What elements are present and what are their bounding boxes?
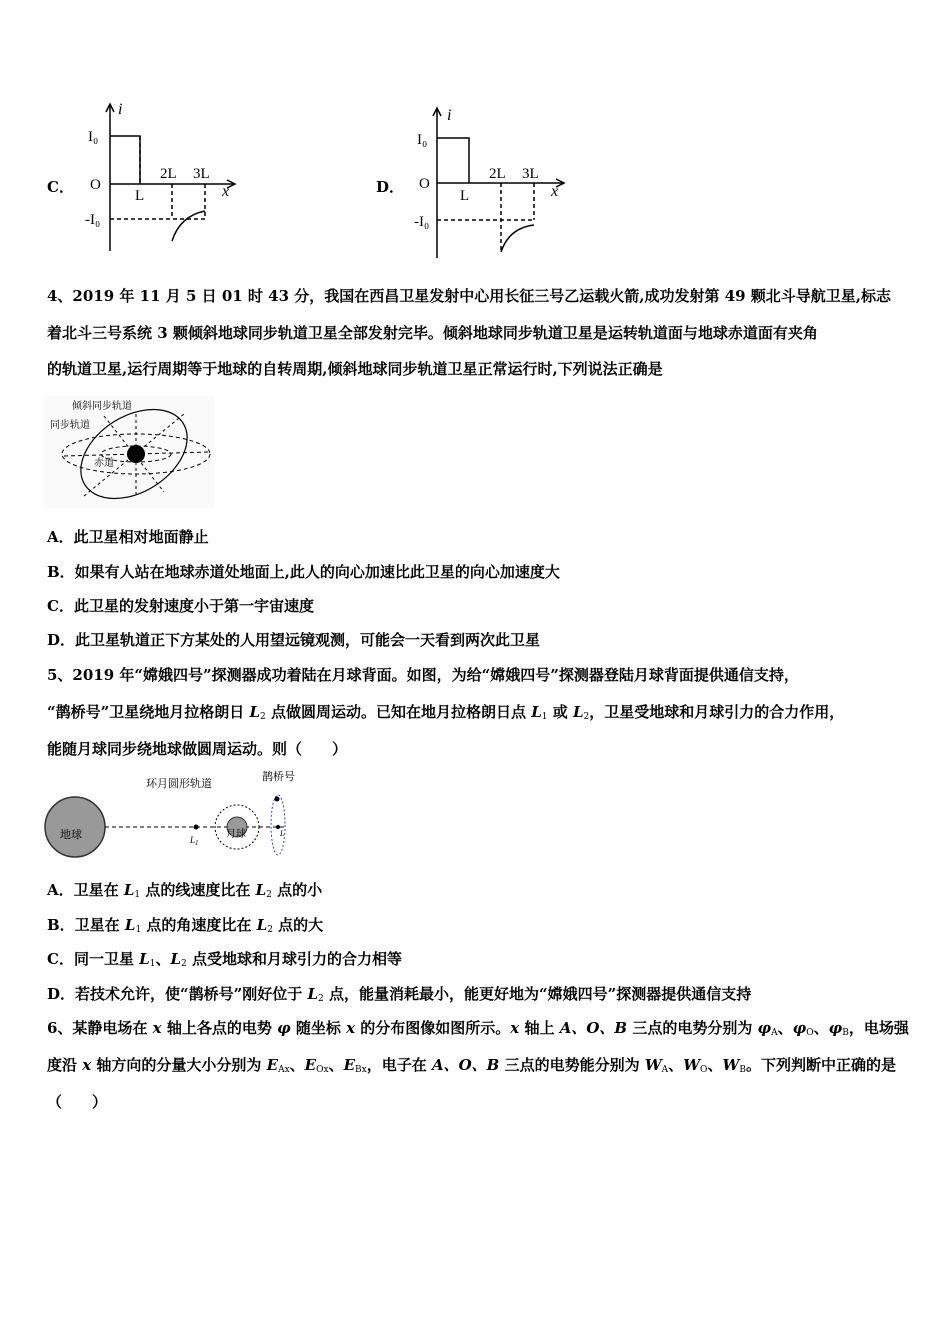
queqiao-sat: [275, 797, 280, 802]
earth-label: 地球: [60, 829, 82, 841]
q4-stem-line1: 4、2019 年 11 月 5 日 01 时 43 分，我国在西昌卫星发射中心用长征三号乙运载火箭,成功发射第 49 颗北斗导航卫星,标志: [47, 287, 892, 305]
tick-l: L: [460, 188, 470, 204]
l2-label: L: [280, 829, 285, 838]
earth-dot: [127, 445, 145, 463]
q5-stem-line2: “鹊桥号”卫星绕地月拉格朗日 $L_2$ 点做圆周运动。已知在地月拉格朗日点 $L_1$ 或 $L_2$，卫星受地球和月球引力的合力作用，: [47, 703, 845, 722]
q6-stem-line2: 度沿 x 轴方向的分量大小分别为 $E_{Ax}$、$E_{Ox}$、$E_{Bx}$，电子在 A、O、B 三点的电势能分别为 $W_A$、$W_O$、$W_B$。下列判断中正确的是: [47, 1056, 896, 1075]
tick-3l: 3L: [522, 166, 539, 182]
graph-c: [85, 96, 250, 261]
l1-label: $L_1$: [190, 835, 199, 847]
axis-i-label: i: [118, 101, 123, 118]
tick-2l: 2L: [489, 166, 506, 182]
q5-option-b: B．卫星在 $L_1$ 点的角速度比在 $L_2$ 点的大: [47, 916, 324, 935]
q5-earth-moon-figure: [40, 765, 310, 865]
q4-stem-line2: 着北斗三号系统 3 颗倾斜地球同步轨道卫星全部发射完毕。倾斜地球同步轨道卫星是运转轨道面与地球赤道面有夹角: [47, 324, 818, 342]
origin-label: O: [419, 176, 430, 192]
option-c-label: C．: [47, 178, 74, 196]
q4-option-d: D．此卫星轨道正下方某处的人用望远镜观测，可能会一天看到两次此卫星: [47, 631, 541, 649]
q4-option-b: B．如果有人站在地球赤道处地面上,此人的向心加速比此卫星的向心加速度大: [47, 563, 560, 581]
q5-stem-line3: 能随月球同步绕地球做圆周运动。则（ ）: [47, 740, 348, 758]
queqiao-label: 鹊桥号: [262, 771, 295, 783]
q5-stem-line1: 5、2019 年“嫦娥四号”探测器成功着陆在月球背面。如图，为给“嫦娥四号”探测器登陆月球背面提供通信支持，: [47, 666, 799, 684]
q5-option-a: A．卫星在 $L_1$ 点的线速度比在 $L_2$ 点的小: [47, 881, 323, 900]
q6-stem-line1: 6、某静电场在 x 轴上各点的电势 φ 随坐标 x 的分布图像如图所示。x 轴上 A、O、B 三点的电势分别为 $\varphi_A$、$\varphi_O$、$\varphi_B$，电场强: [47, 1019, 909, 1038]
neg-i0-label: -I₀: [414, 214, 430, 230]
sync-orbit-label: 同步轨道: [50, 420, 90, 431]
q4-option-c: C．此卫星的发射速度小于第一宇宙速度: [47, 597, 314, 615]
q5-option-c: C．同一卫星 $L_1$、$L_2$ 点受地球和月球引力的合力相等: [47, 950, 402, 969]
tick-2l: 2L: [160, 166, 177, 182]
i0-label: I₀: [417, 132, 428, 148]
axis-x-label: x: [222, 183, 230, 200]
neg-i0-label: -I₀: [85, 212, 101, 228]
l1-point: [194, 825, 199, 830]
graph-d: [412, 100, 577, 265]
earth-circle: [45, 797, 105, 857]
q5-option-d: D．若技术允许，使“鹊桥号”刚好位于 $L_2$ 点，能量消耗最小，能更好地为“嫦娥四号”探测器提供通信支持: [47, 985, 752, 1004]
i0-label: I₀: [88, 129, 99, 145]
moon-label: 月球: [226, 829, 246, 840]
q6-stem-line3: （ ）: [47, 1093, 108, 1111]
tick-3l: 3L: [193, 166, 210, 182]
axis-x-label: x: [551, 183, 559, 200]
equator-label: 赤道: [94, 458, 114, 469]
q4-option-a: A．此卫星相对地面静止: [47, 528, 209, 546]
axis-i-label: i: [447, 107, 452, 124]
q4-stem-line3: 的轨道卫星,运行周期等于地球的自转周期,倾斜地球同步轨道卫星正常运行时,下列说法正确是: [47, 360, 663, 378]
moon-orbit-label: 环月圆形轨道: [146, 778, 212, 790]
option-d-label: D．: [376, 178, 405, 196]
q4-orbit-figure: [44, 396, 214, 508]
tick-l: L: [135, 188, 145, 204]
incline-orbit-label: 倾斜同步轨道: [72, 401, 132, 412]
origin-label: O: [90, 177, 101, 193]
